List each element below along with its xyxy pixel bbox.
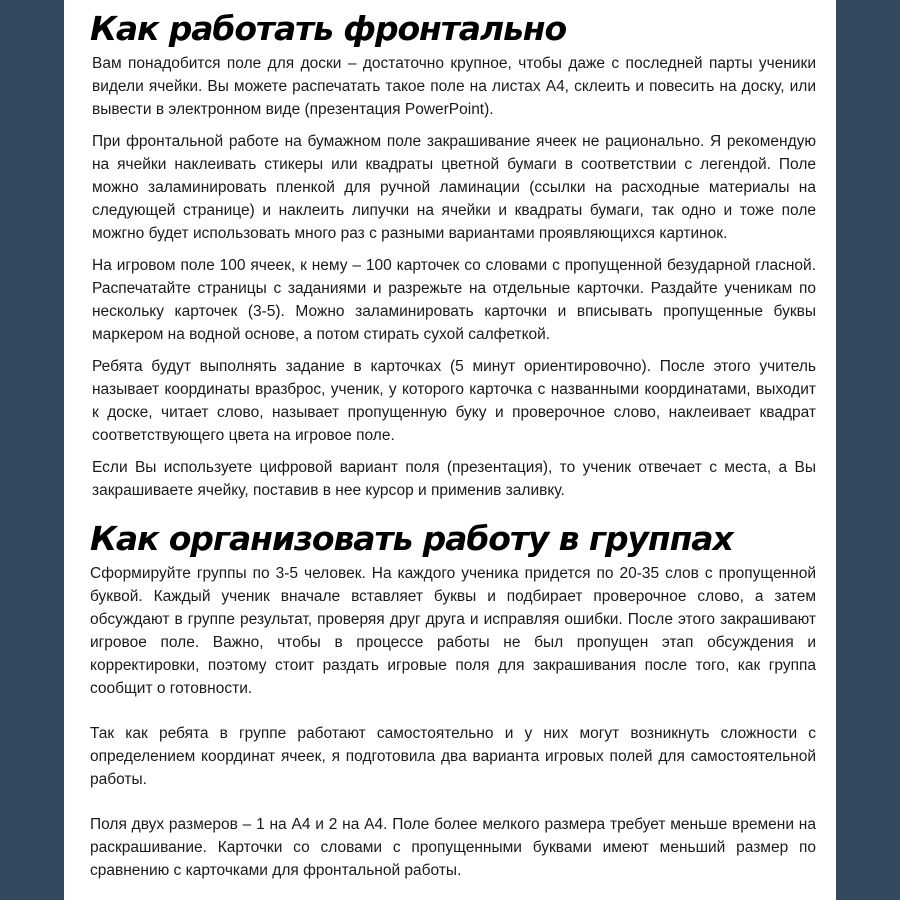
paragraph: Поля двух размеров – 1 на А4 и 2 на А4. Поле более мелкого размера требует меньше времени на раскрашивание. Карточки со словами с пропущенными буквами имеют меньший размер по сравнению с карточками для фронтальной работы.	[90, 816, 816, 879]
paragraph: Ребята будут выполнять задание в карточках (5 минут ориентировочно). После этого учитель называет координаты вразброс, ученик, у которого карточка с названными координатами, выходит к доске, читает слово, называет пропущенную буку и проверочное слово, наклеивает квадрат соответствующего цвета на игровое поле.	[92, 358, 816, 444]
section-frontal-work	[90, 6, 816, 502]
paragraph: Вам понадобится поле для доски – достаточно крупное, чтобы даже с последней парты ученики видели ячейки. Вы можете распечатать такое поле на листах А4, склеить и повесить на доску, или вывести в электронном виде (презентация PowerPoint).	[92, 55, 816, 118]
paragraph: Если Вы используете цифровой вариант поля (презентация), то ученик отвечает с места, а Вы закрашиваете ячейку, поставив в нее курсор и применив заливку.	[92, 459, 816, 499]
section-heading: Как организовать работу в группах	[90, 519, 733, 558]
paragraph: Сформируйте группы по 3-5 человек. На каждого ученика придется по 20-35 слов с пропущенной буквой. Каждый ученик вначале вставляет буквы и подбирает проверочное слово, а затем обсуждают в группе результат, проверяя друг друга и исправляя ошибки. После этого закрашивают игровое поле. Важно, чтобы в процессе работы не был пропущен этап обсуждения и корректировки, поэтому стоит раздать игровые поля для закрашивания после того, как группа сообщит о готовности.	[90, 565, 816, 697]
section-group-work	[90, 516, 816, 882]
paragraph: При фронтальной работе на бумажном поле закрашивание ячеек не рационально. Я рекомендую на ячейки наклеивать стикеры или квадраты цветной бумаги в соответствии с легендой. Поле можно заламинировать пленкой для ручной ламинации (ссылки на расходные материалы на следующей странице) и наклеить липучки на ячейки и квадраты бумаги, так одно и тоже поле можгно будет использовать много раз с разными вариантами проявляющихся картинок.	[92, 133, 816, 242]
document-page	[64, 0, 836, 900]
paragraph: Так как ребята в группе работают самостоятельно и у них могут возникнуть сложности с определением координат ячеек, я подготовила два варианта игровых полей для самостоятельной работы.	[90, 725, 816, 788]
section-heading: Как работать фронтально	[90, 9, 567, 48]
paragraph: На игровом поле 100 ячеек, к нему – 100 карточек со словами с пропущенной безударной гласной. Распечатайте страницы с заданиями и разрежьте на отдельные карточки. Раздайте ученикам по нескольку карточек (3-5). Можно заламинировать карточки и вписывать пропущенные буквы маркером на водной основе, а потом стирать сухой салфеткой.	[92, 257, 816, 343]
